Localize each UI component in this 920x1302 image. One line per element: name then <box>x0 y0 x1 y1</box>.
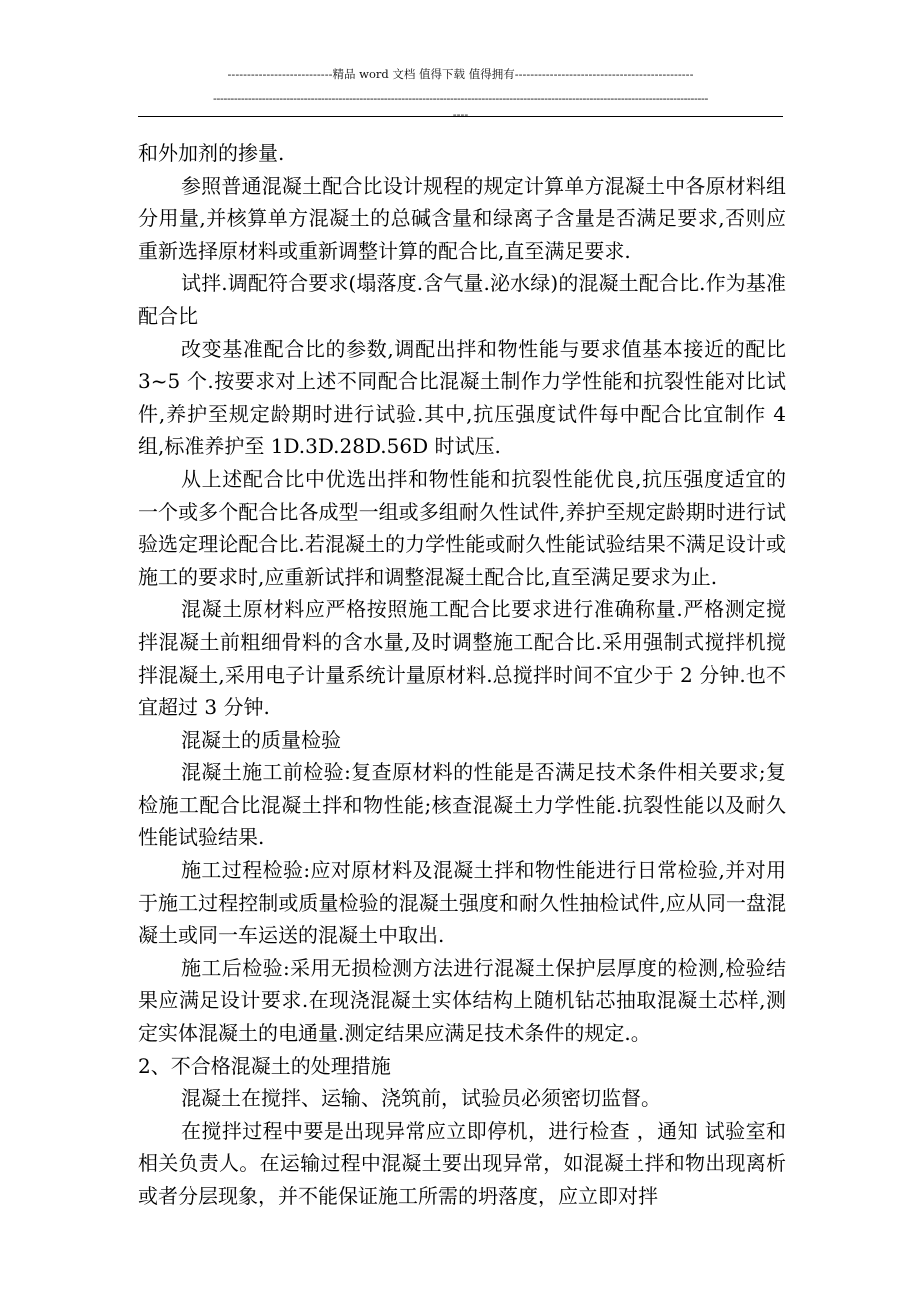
document-body <box>138 137 786 1213</box>
paragraph: 混凝土原材料应严格按照施工配合比要求进行准确称量.严格测定搅拌混凝土前粗细骨料的含水量,及时调整施工配合比.采用强制式搅拌机搅拌混凝土,采用电子计量系统计量原材料.总搅拌时间不宜少于 2 分钟.也不宜超过 3 分钟. <box>138 597 786 720</box>
header-dash-tail: ---- <box>452 107 469 121</box>
header-banner: ---------------------------精品 word 文档 值得下载 值得拥有---------------------------------------------- <box>227 67 694 81</box>
paragraph: 参照普通混凝土配合比设计规程的规定计算单方混凝土中各原材料组分用量,并核算单方混凝土的总碱含量和绿离子含量是否满足要求,否则应重新选择原材料或重新调整计算的配合比,直至满足要求. <box>138 173 786 263</box>
paragraph: 混凝土在搅拌、运输、浇筑前，试验员必须密切监督。 <box>181 1086 661 1111</box>
section-heading: 混凝土的质量检验 <box>181 727 341 752</box>
paragraph: 施工后检验:采用无损检测方法进行混凝土保护层厚度的检测,检验结果应满足设计要求.在现浇混凝土实体结构上随机钻芯抽取混凝土芯样,测定实体混凝土的电通量.测定结果应满足技术条件的规定.。 <box>138 955 786 1046</box>
page-header <box>138 66 783 122</box>
paragraph: 改变基准配合比的参数,调配出拌和物性能与要求值基本接近的配比 3~5 个.按要求对上述不同配合比混凝土制作力学性能和抗裂性能对比试件,养护至规定龄期时进行试验.其中,抗压强度试件每中配合比宜制作 4 组,标准养护至 1D.3D.28D.56D 时试压. <box>138 336 786 459</box>
section-heading: 2、不合格混凝土的处理措施 <box>138 1053 391 1078</box>
paragraph: 施工过程检验:应对原材料及混凝土拌和物性能进行日常检验,并对用于施工过程控制或质量检验的混凝土强度和耐久性抽检试件,应从同一盘混凝土或同一车运送的混凝土中取出. <box>138 858 786 948</box>
paragraph: 混凝土施工前检验:复查原材料的性能是否满足技术条件相关要求;复检施工配合比混凝土拌和物性能;核查混凝土力学性能.抗裂性能以及耐久性能试验结果. <box>138 760 786 850</box>
paragraph: 从上述配合比中优选出拌和物性能和抗裂性能优良,抗压强度适宜的一个或多个配合比各成型一组或多组耐久性试件,养护至规定龄期时进行试验选定理论配合比.若混凝土的力学性能或耐久性能试验结果不满足设计或施工的要求时,应重新试拌和调整混凝土配合比,直至满足要求为止. <box>138 466 786 589</box>
paragraph: 试拌.调配符合要求(塌落度.含气量.泌水绿)的混凝土配合比.作为基准配合比 <box>138 271 786 328</box>
header-rule <box>138 116 783 117</box>
paragraph: 和外加剂的掺量. <box>138 141 285 165</box>
paragraph: 在搅拌过程中要是出现异常应立即停机，进行检查 ，通知 试验室和相关负责人。在运输过程中混凝土要出现异常，如混凝土拌和物出现离析或者分层现象，并不能保证施工所需的坍落度，应立即对拌 <box>138 1118 786 1208</box>
header-dash-line: ---------------------------------------------------------------------------------------------------------------------------------------------- <box>213 91 708 105</box>
